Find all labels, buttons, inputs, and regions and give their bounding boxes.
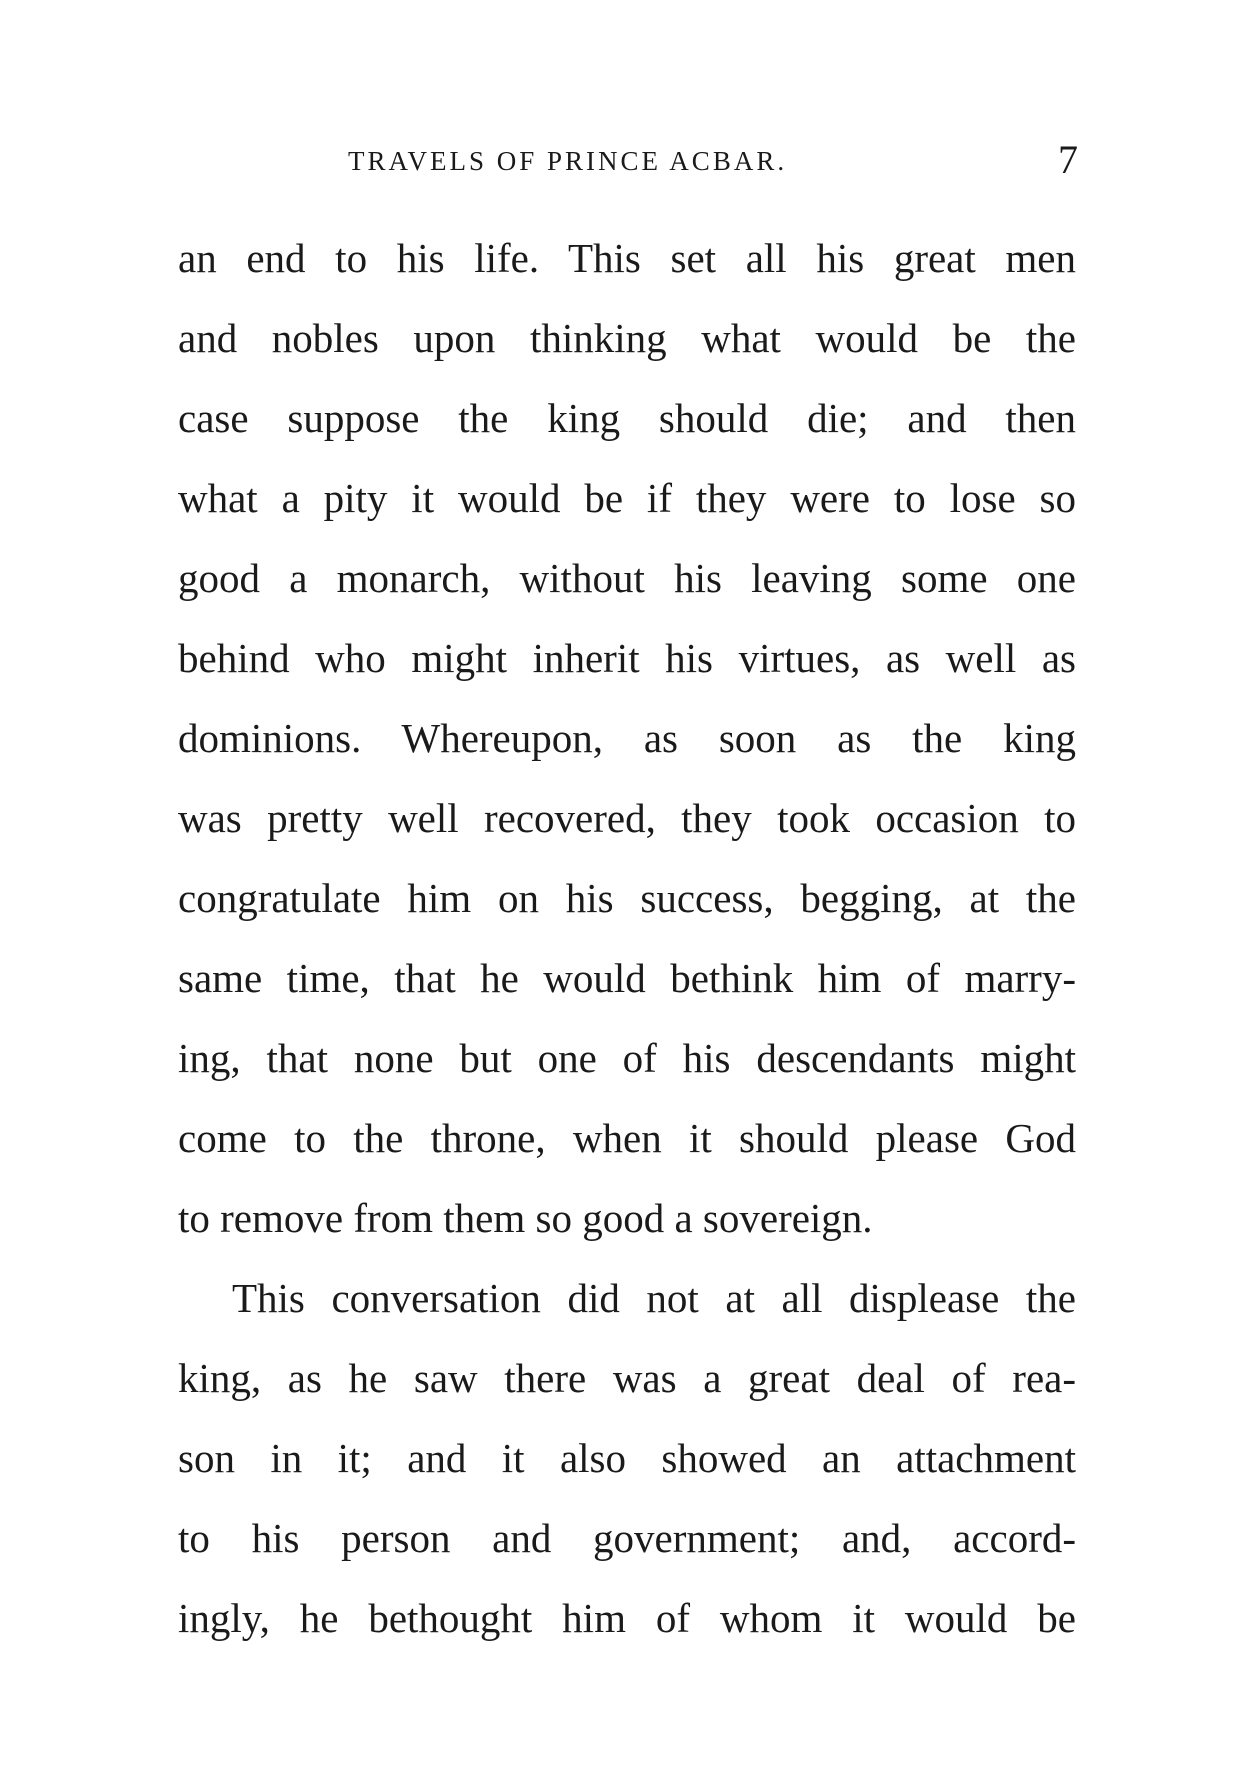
text-line: ingly, he bethought him of whom it would be bbox=[178, 1595, 1076, 1641]
text-line: This conversation did not at all displease the bbox=[232, 1275, 1076, 1321]
text-line: was pretty well recovered, they took occasion to bbox=[178, 795, 1076, 841]
page-number: 7 bbox=[1058, 137, 1078, 182]
text-line: king, as he saw there was a great deal of rea- bbox=[178, 1355, 1076, 1401]
text-line: son in it; and it also showed an attachment bbox=[178, 1435, 1076, 1481]
text-line: case suppose the king should die; and then bbox=[178, 395, 1076, 441]
text-line: come to the throne, when it should please God bbox=[178, 1115, 1076, 1161]
text-line: what a pity it would be if they were to lose so bbox=[178, 475, 1076, 521]
text-line: and nobles upon thinking what would be the bbox=[178, 315, 1076, 361]
paragraph-2 bbox=[178, 1258, 1076, 1658]
text-line: behind who might inherit his virtues, as well as bbox=[178, 635, 1076, 681]
text-line: congratulate him on his success, begging, at the bbox=[178, 875, 1076, 921]
running-head bbox=[178, 138, 1078, 188]
paragraph-1 bbox=[178, 218, 1076, 1258]
text-line: dominions. Whereupon, as soon as the king bbox=[178, 715, 1076, 761]
text-line: to remove from them so good a sovereign. bbox=[178, 1195, 873, 1241]
text-line: an end to his life. This set all his great men bbox=[178, 235, 1076, 281]
text-line: to his person and government; and, accord- bbox=[178, 1515, 1076, 1561]
running-title: TRAVELS OF PRINCE ACBAR. bbox=[348, 146, 788, 176]
text-line: good a monarch, without his leaving some one bbox=[178, 555, 1076, 601]
text-line: ing, that none but one of his descendants might bbox=[178, 1035, 1076, 1081]
text-line: same time, that he would bethink him of marry- bbox=[178, 955, 1076, 1001]
body-text bbox=[178, 218, 1076, 1658]
